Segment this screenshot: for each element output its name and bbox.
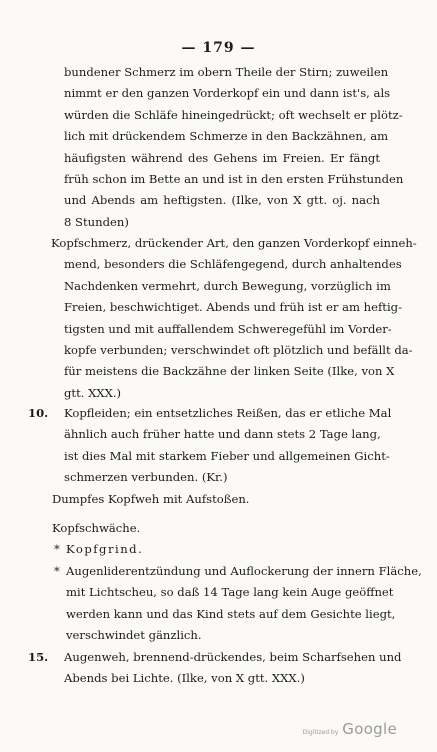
paragraph-dumpfes-kopfweh [52,489,380,510]
numbered-entry-15 [28,647,402,690]
text-line: früh schon im Bette an und ist in den ersten Frühstunden [64,172,404,187]
text-line: Nachdenken vermehrt, durch Bewegung, vorzüglich im [64,278,391,293]
text-line: Abends bei Lichte. (Ilke, von X gtt. XXX.) [64,671,305,686]
starred-entry-kopfgrind [54,539,380,560]
text-line: und Abends am heftigsten. (Ilke, von X gtt. oj. nach [64,193,380,208]
text-line: Augenweh, brennend-drückendes, beim Scharfsehen und [64,650,402,664]
page-number: — 179 — [181,40,256,56]
text-line: Kopfschmerz, drückender Art, den ganzen Vorderkopf einneh- [51,236,417,250]
text-line: für meistens die Backzähne der linken Seite (Ilke, von X [64,364,395,379]
text-line: gtt. XXX.) [64,385,122,400]
text-line: Augenliderentzündung und Auflockerung der innern Fläche, [66,564,422,578]
text-line: Dumpfes Kopfweh mit Aufstoßen. [52,492,250,506]
starred-entry-augenlider [54,561,422,647]
entry-number: 15. [28,650,49,664]
text-line: Kopfschwäche. [52,521,141,535]
text-line: lich mit drückendem Schmerze in den Backzähnen, am [64,129,389,144]
text-line: werden kann und das Kind stets auf dem Gesichte liegt, [66,606,396,621]
entry-number: 10. [28,406,49,420]
paragraph-continuation [64,62,404,233]
text-line: tigsten und mit auffallendem Schweregefühl im Vorder- [64,321,392,336]
text-line: kopfe verbunden; verschwindet oft plötzlich und befällt da- [64,343,413,358]
asterisk-marker: * [54,542,60,556]
text-line: Kopfleiden; ein entsetzliches Reißen, das er etliche Mal [64,406,392,420]
text-line: verschwindet gänzlich. [66,628,202,643]
digitized-by-label: Digitized by [302,729,339,736]
text-line: häufigsten während des Gehens im Freien. Er fängt [64,150,380,165]
text-line: bundener Schmerz im obern Theile der Stirn; zuweilen [64,65,389,79]
paragraph-kopfschwaeche [52,518,380,539]
text-line: nimmt er den ganzen Vorderkopf ein und dann ist's, als [64,86,391,101]
digitized-by-google-watermark [303,720,397,738]
text-line: mend, besonders die Schläfengegend, durch anhaltendes [64,257,402,272]
text-line: würden die Schläfe hineingedrückt; oft wechselt er plötz- [64,107,403,122]
numbered-entry-10 [28,403,392,489]
text-line: schmerzen verbunden. (Kr.) [64,470,228,485]
text-line: ist dies Mal mit starkem Fieber und allgemeinen Gicht- [64,448,390,463]
text-line: Kopfgrind. [66,542,144,556]
google-logo: Google [342,720,397,738]
text-line: ähnlich auch früher hatte und dann stets 2 Tage lang, [64,427,381,442]
text-line: mit Lichtscheu, so daß 14 Tage lang kein Auge geöffnet [66,585,394,600]
paragraph-kopfschmerz [51,233,417,404]
text-line: Freien, beschwichtiget. Abends und früh ist er am heftig- [64,300,402,315]
text-line: 8 Stunden) [64,214,129,229]
asterisk-marker: * [54,564,60,578]
